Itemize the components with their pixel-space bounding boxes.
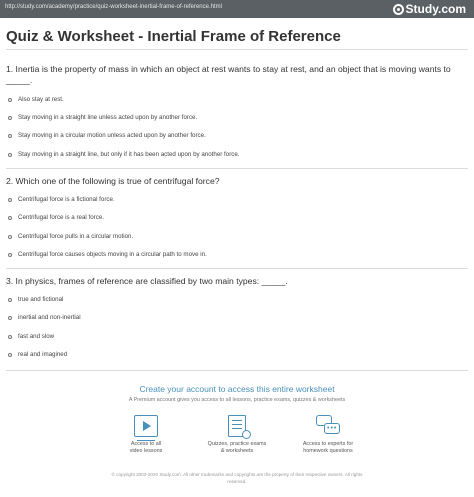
feature-caption: Access to experts for homework questions <box>302 441 354 454</box>
top-bar <box>0 0 474 18</box>
feature-video-lessons <box>106 415 186 455</box>
option-label: Stay moving in a straight line, but only if it has been acted upon by another force. <box>18 151 240 158</box>
question-2-option-1[interactable] <box>8 196 115 203</box>
radio-button[interactable] <box>8 198 12 202</box>
video-icon <box>134 415 158 437</box>
feature-quizzes-worksheets <box>197 415 277 455</box>
worksheet-icon <box>228 415 246 437</box>
feature-expert-help <box>288 415 368 455</box>
option-label: Centrifugal force is a fictional force. <box>18 196 115 203</box>
question-1-option-4[interactable] <box>8 151 240 158</box>
study-logo-text: Study.com <box>405 2 466 16</box>
radio-button[interactable] <box>8 335 12 339</box>
radio-button[interactable] <box>8 98 12 102</box>
radio-button[interactable] <box>8 235 12 239</box>
title-divider <box>6 49 468 50</box>
page-url: http://study.com/academy/practice/quiz-worksheet-inertial-frame-of-reference.html <box>5 4 222 10</box>
option-label: Also stay at rest. <box>18 96 64 103</box>
option-label: Stay moving in a circular motion unless acted upon by another force. <box>18 132 206 139</box>
study-logo[interactable] <box>393 2 466 16</box>
option-label: fast and slow <box>18 333 55 340</box>
question-1-option-2[interactable] <box>8 114 197 121</box>
question-divider <box>6 268 468 269</box>
page-title: Quiz & Worksheet - Inertial Frame of Reference <box>6 28 341 45</box>
option-label: Stay moving in a straight line unless acted upon by another force. <box>18 114 198 121</box>
option-label: true and fictional <box>18 296 64 303</box>
radio-button[interactable] <box>8 298 12 302</box>
study-logo-icon <box>393 4 404 15</box>
create-account-link[interactable]: Create your account to access this entire worksheet <box>139 384 335 394</box>
radio-button[interactable] <box>8 353 12 357</box>
question-2-option-4[interactable] <box>8 251 207 258</box>
radio-button[interactable] <box>8 316 12 320</box>
radio-button[interactable] <box>8 253 12 257</box>
question-1-text: 1. Inertia is the property of mass in which an object at rest wants to stay at rest, and an object that is moving wants to _____. <box>6 64 451 85</box>
option-label: inertial and non-inertial <box>18 314 81 321</box>
radio-button[interactable] <box>8 116 12 120</box>
question-3-option-4[interactable] <box>8 351 67 358</box>
premium-description: A Premium account gives you access to all lessons, practice exams, quizzes & worksheets <box>128 397 346 403</box>
question-3-option-2[interactable] <box>8 314 81 321</box>
question-1-option-1[interactable] <box>8 96 64 103</box>
option-label: Centrifugal force is a real force. <box>18 214 104 221</box>
option-label: real and imagined <box>18 351 68 358</box>
question-1-option-3[interactable] <box>8 132 206 139</box>
copyright-footer: © copyright 2003-2020 Study.com. All other trademarks and copyrights are the property of their respective owners. All rights reserved. <box>111 472 363 484</box>
question-3-option-1[interactable] <box>8 296 63 303</box>
question-2-option-2[interactable] <box>8 214 104 221</box>
chat-icon: ••• <box>316 415 340 437</box>
radio-button[interactable] <box>8 134 12 138</box>
question-divider <box>6 168 468 169</box>
radio-button[interactable] <box>8 216 12 220</box>
option-label: Centrifugal force pulls in a circular motion. <box>18 233 134 240</box>
option-label: Centrifugal force causes objects moving in a circular path to move in. <box>18 251 207 258</box>
feature-caption: Access to all video lessons <box>129 441 163 454</box>
question-3-option-3[interactable] <box>8 333 54 340</box>
question-3-text: 3. In physics, frames of reference are classified by two main types: _____. <box>6 276 288 286</box>
radio-button[interactable] <box>8 153 12 157</box>
question-2-text: 2. Which one of the following is true of centrifugal force? <box>6 176 220 186</box>
feature-caption: Quizzes, practice exams & worksheets <box>207 441 267 454</box>
question-2-option-3[interactable] <box>8 233 133 240</box>
cta-divider <box>6 370 468 371</box>
